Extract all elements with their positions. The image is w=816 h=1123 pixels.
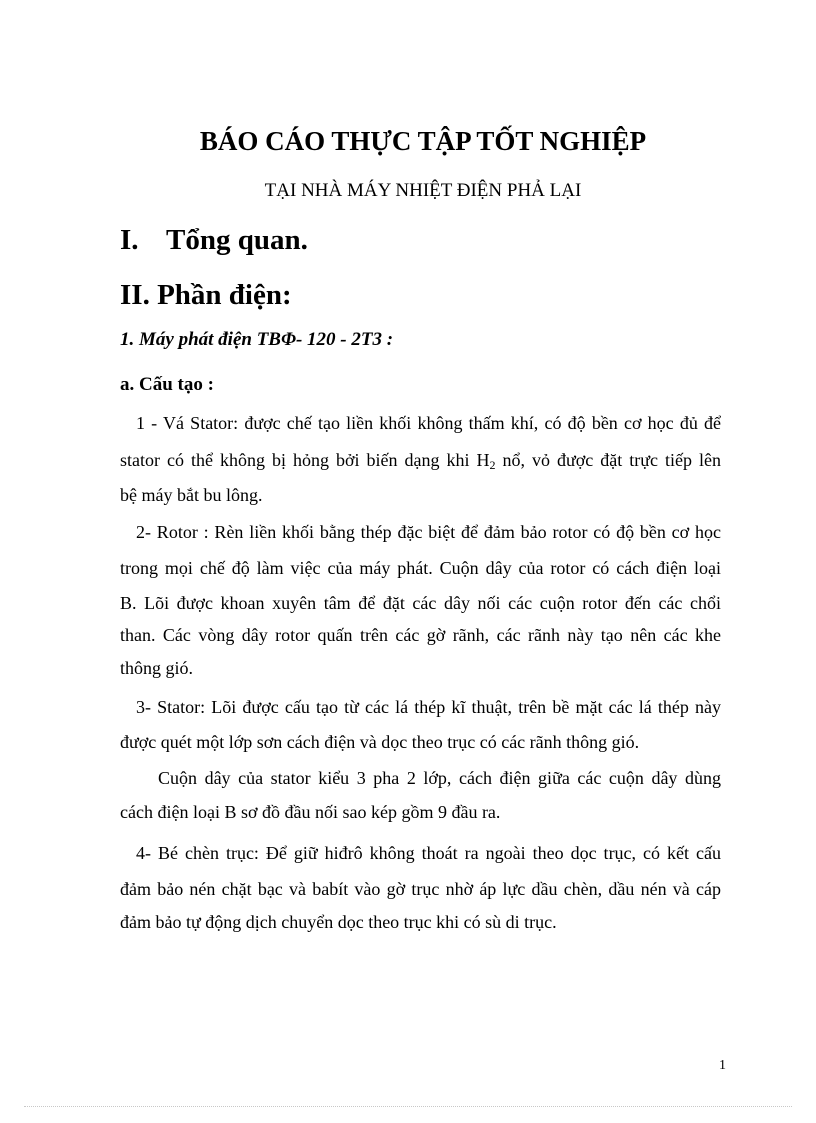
paragraph-stator-core-line-2: được quét một lớp sơn cách điện và dọc theo trục có các rãnh thông gió. xyxy=(120,732,640,752)
paragraph-shaft-seal-line-2: đảm bảo nén chặt bạc và babít vào gờ trục nhờ áp lực dầu chèn, dầu nén và cáp xyxy=(120,879,721,899)
paragraph-stator-core-line-1: 3- Stator: Lõi được cấu tạo từ các lá thép kĩ thuật, trên bề mặt các lá thép này xyxy=(136,697,721,717)
page-title: BÁO CÁO THỰC TẬP TỐT NGHIỆP xyxy=(199,126,647,156)
heading-generator: 1. Máy phát điện TBΦ- 120 - 2T3 : xyxy=(120,329,394,350)
paragraph-stator-casing-line-2 xyxy=(120,450,721,471)
paragraph-stator-winding-line-2: cách điện loại B sơ đồ đầu nối sao kép gồm 9 đầu ra. xyxy=(120,802,501,822)
paragraph-stator-casing-line-2b: nổ, vỏ được đặt trực tiếp lên xyxy=(495,450,721,470)
page-bottom-divider xyxy=(24,1106,792,1107)
paragraph-rotor-line-2: trong mọi chế độ làm việc của máy phát. Cuộn dây của rotor có cách điện loại xyxy=(120,558,721,578)
paragraph-stator-casing-line-2a: stator có thể không bị hỏng bởi biến dạng khi H xyxy=(120,450,490,470)
paragraph-rotor-line-4: than. Các vòng dây rotor quấn trên các gờ rãnh, các rãnh này tạo nên các khe xyxy=(120,625,721,645)
heading-electrical: II. Phần điện: xyxy=(120,279,292,311)
hydrogen-subscript: 2 xyxy=(489,458,496,472)
page-subtitle: TẠI NHÀ MÁY NHIỆT ĐIỆN PHẢ LẠI xyxy=(264,180,582,201)
paragraph-stator-winding-line-1: Cuộn dây của stator kiểu 3 pha 2 lớp, cách điện giữa các cuộn dây dùng xyxy=(158,768,721,788)
paragraph-stator-casing-line-3: bệ máy bắt bu lông. xyxy=(120,485,263,505)
paragraph-shaft-seal-line-3: đảm bảo tự động dịch chuyển dọc theo trục khi có sù di trục. xyxy=(120,912,557,932)
heading-overview xyxy=(120,224,308,257)
paragraph-rotor-line-3: B. Lõi được khoan xuyên tâm để đặt các dây nối các cuộn rotor đến các chổi xyxy=(120,593,721,613)
page-number: 1 xyxy=(719,1058,726,1073)
heading-structure: a. Cấu tạo : xyxy=(120,374,214,395)
heading-overview-number: I. xyxy=(120,224,139,256)
paragraph-rotor-line-5: thông gió. xyxy=(120,658,194,678)
heading-overview-text: Tổng quan. xyxy=(166,224,308,256)
paragraph-stator-casing-line-1: 1 - Vá Stator: được chế tạo liền khối không thấm khí, có độ bền cơ học đủ để xyxy=(136,413,721,433)
paragraph-rotor-line-1: 2- Rotor : Rèn liền khối bằng thép đặc biệt để đảm bảo rotor có độ bền cơ học xyxy=(136,522,721,542)
paragraph-shaft-seal-line-1: 4- Bé chèn trục: Để giữ hiđrô không thoát ra ngoài theo dọc trục, có kết cấu xyxy=(136,843,721,863)
